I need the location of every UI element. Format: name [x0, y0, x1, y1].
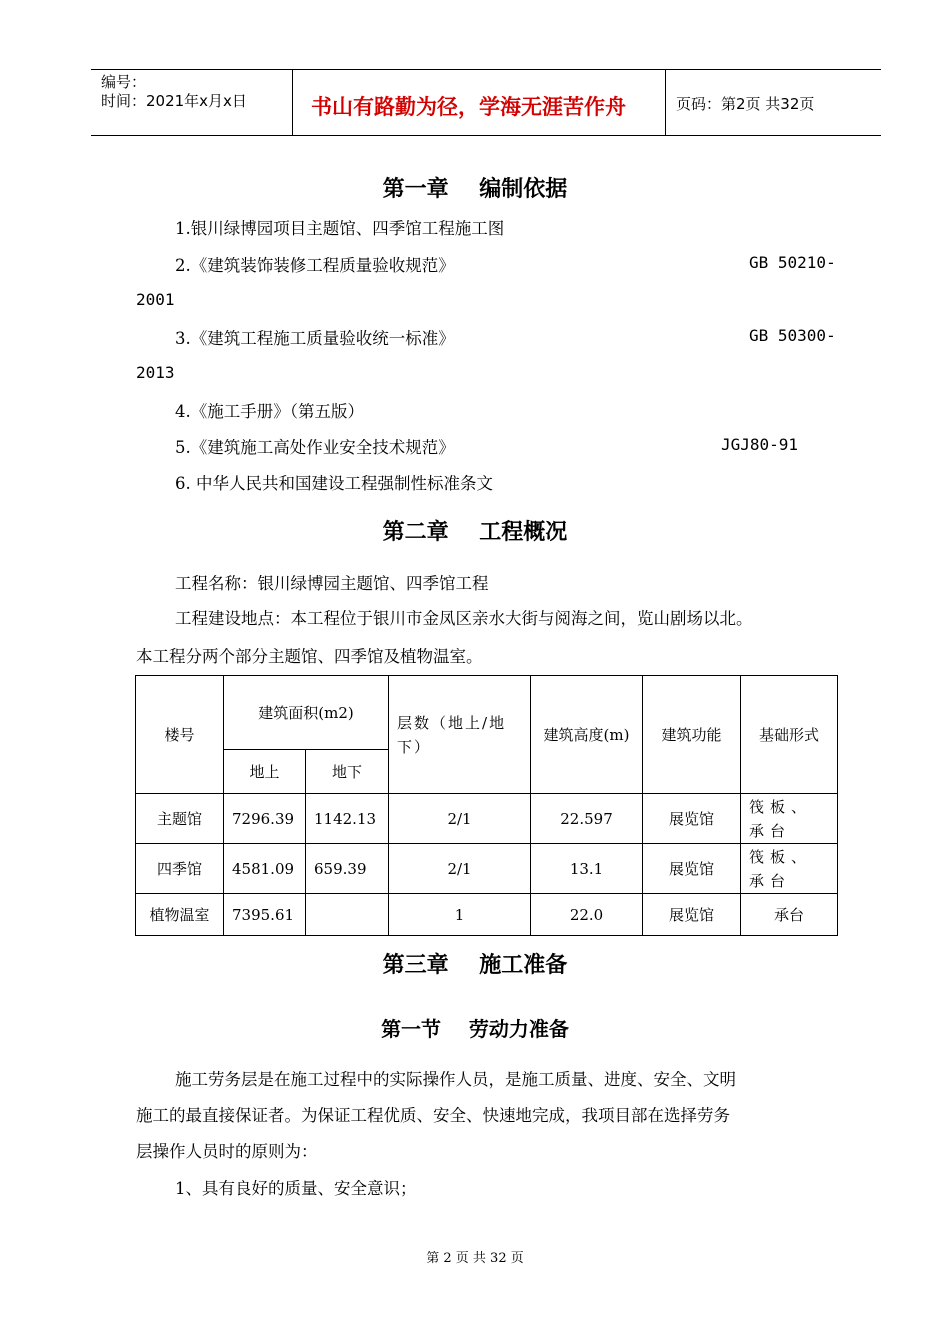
height: 22.597: [531, 794, 643, 844]
chapter-2-title: 第二章 工程概况: [382, 520, 568, 545]
header-divider-right: [665, 69, 666, 136]
foundation: 筏板、承台: [741, 794, 838, 844]
document-number-label: 编号：: [101, 73, 147, 91]
building-name: 植物温室: [136, 894, 224, 936]
table-row: [136, 794, 838, 844]
floors: 2/1: [389, 794, 531, 844]
basis-item-5-standard: JGJ80-91: [721, 435, 799, 454]
basis-item-2-standard: GB 50210-: [749, 253, 836, 272]
basis-item-6: 6. 中华人民共和国建设工程强制性标准条文: [175, 474, 493, 493]
area-above: 4581.09: [224, 844, 306, 894]
labor-paragraph-line-3: 层操作人员时的原则为：: [136, 1142, 318, 1161]
header-page-label: 页码：第2页 共32页: [676, 95, 815, 113]
basis-item-2-standard-year: 2001: [136, 290, 175, 309]
basis-item-5: 5.《建筑施工高处作业安全技术规范》: [175, 438, 455, 457]
area-below: 1142.13: [306, 794, 389, 844]
header-divider-left: [292, 69, 293, 136]
header-motto: 书山有路勤为径，学海无涯苦作舟: [311, 95, 626, 119]
project-overview-table: [135, 675, 838, 936]
basis-item-4: 4.《施工手册》（第五版）: [175, 402, 364, 421]
page-footer: 第 2 页 共 32 页: [426, 1251, 524, 1266]
height: 22.0: [531, 894, 643, 936]
area-above: 7296.39: [224, 794, 306, 844]
project-name: 工程名称：银川绿博园主题馆、四季馆工程: [175, 574, 489, 593]
chapter-3-title: 第三章 施工准备: [382, 953, 568, 978]
basis-item-3-standard-year: 2013: [136, 363, 175, 382]
basis-item-2: 2.《建筑装饰装修工程质量验收规范》: [175, 256, 455, 275]
building-name: 主题馆: [136, 794, 224, 844]
header-floors: 层数（地上/地下）: [389, 676, 531, 794]
header-below-ground: 地下: [306, 750, 389, 794]
building-name: 四季馆: [136, 844, 224, 894]
area-below: 659.39: [306, 844, 389, 894]
area-above: 7395.61: [224, 894, 306, 936]
basis-item-3: 3.《建筑工程施工质量验收统一标准》: [175, 329, 455, 348]
floors: 1: [389, 894, 531, 936]
basis-item-1: 1.银川绿博园项目主题馆、四季馆工程施工图: [175, 219, 505, 238]
labor-paragraph-line-2: 施工的最直接保证者。为保证工程优质、安全、快速地完成，我项目部在选择劳务: [136, 1106, 730, 1125]
header-floor-area: 建筑面积(m2): [224, 676, 389, 750]
header-above-ground: 地上: [224, 750, 306, 794]
foundation: 筏板、承台: [741, 844, 838, 894]
table-row: [136, 894, 838, 936]
chapter-1-title: 第一章 编制依据: [382, 177, 568, 202]
function: 展览馆: [643, 844, 741, 894]
floors: 2/1: [389, 844, 531, 894]
header-bottom-rule: [91, 135, 881, 136]
function: 展览馆: [643, 794, 741, 844]
header-height: 建筑高度(m): [531, 676, 643, 794]
area-below: [306, 894, 389, 936]
project-location-line-1: 工程建设地点：本工程位于银川市金凤区亲水大街与阅海之间，览山剧场以北。: [175, 609, 753, 628]
height: 13.1: [531, 844, 643, 894]
header-top-rule: [91, 69, 881, 70]
table-row: [136, 844, 838, 894]
header-foundation: 基础形式: [741, 676, 838, 794]
foundation: 承台: [741, 894, 838, 936]
basis-item-3-standard: GB 50300-: [749, 326, 836, 345]
header-building: 楼号: [136, 676, 224, 794]
header-function: 建筑功能: [643, 676, 741, 794]
document-time-label: 时间：2021年x月x日: [101, 92, 247, 110]
section-1-title: 第一节 劳动力准备: [381, 1017, 569, 1041]
function: 展览馆: [643, 894, 741, 936]
labor-paragraph-line-1: 施工劳务层是在施工过程中的实际操作人员，是施工质量、进度、安全、文明: [175, 1070, 736, 1089]
principle-item-1: 1、具有良好的质量、安全意识；: [175, 1179, 417, 1198]
project-location-line-2: 本工程分两个部分主题馆、四季馆及植物温室。: [136, 647, 483, 666]
